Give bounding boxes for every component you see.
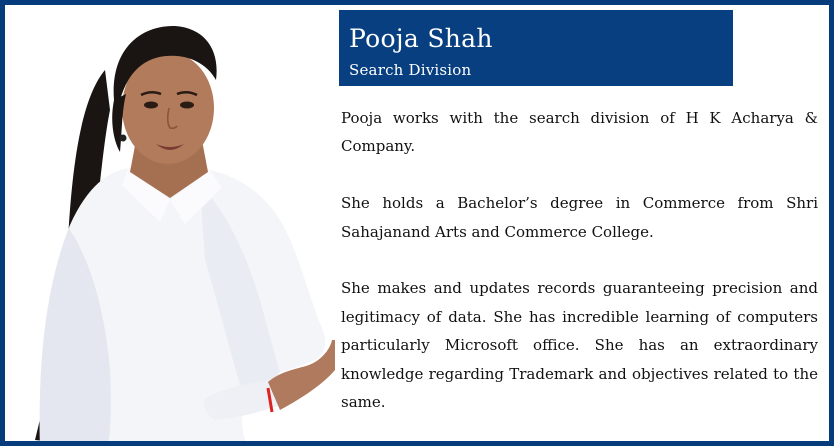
profile-header [339, 10, 733, 86]
profile-division: Search Division [349, 61, 472, 79]
profile-photo [10, 10, 335, 446]
bio-paragraph: Pooja works with the search division of H K Acharya & Company. [341, 109, 818, 156]
bio-paragraph: She makes and updates records guaranteeing precision and legitimacy of data. She has incredible learning of computers particularly Microsoft office. She has an extraordinary knowledge regarding Trademark and objectives related to the same. [341, 279, 818, 412]
bio-paragraph: She holds a Bachelor’s degree in Commerce from Shri Sahajanand Arts and Commerce College. [341, 194, 818, 241]
profile-name: Pooja Shah [349, 24, 493, 53]
profile-bio [341, 104, 818, 416]
